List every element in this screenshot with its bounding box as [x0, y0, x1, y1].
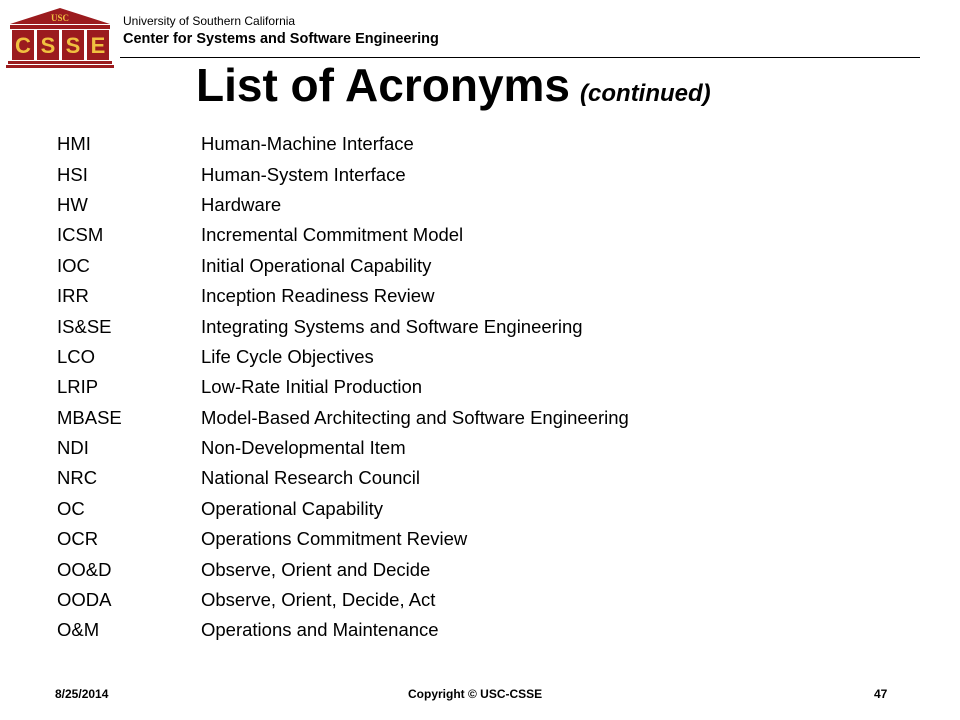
acronym-row: [57, 129, 629, 159]
acronym-abbr: O&M: [57, 619, 100, 641]
acronym-row: [57, 311, 629, 341]
logo-letter-4: E: [90, 33, 106, 58]
acronym-row: [57, 281, 629, 311]
acronym-row: [57, 494, 629, 524]
acronym-meaning: Life Cycle Objectives: [201, 345, 374, 367]
acronym-meaning: Model-Based Architecting and Software Engineering: [201, 406, 629, 428]
acronym-abbr: OODA: [57, 589, 112, 611]
acronym-meaning: Operational Capability: [201, 497, 384, 519]
acronym-abbr: LCO: [57, 345, 96, 367]
acronym-meaning: Operations and Maintenance: [201, 619, 439, 641]
acronym-abbr: NDI: [57, 437, 89, 459]
footer-copyright: Copyright © USC-CSSE: [408, 687, 543, 701]
acronym-row: [57, 524, 629, 554]
footer-date: 8/25/2014: [55, 687, 109, 701]
acronym-meaning: Integrating Systems and Software Engineering: [201, 315, 583, 337]
acronym-abbr: IOC: [57, 254, 90, 276]
acronym-meaning: Human-System Interface: [201, 163, 406, 185]
acronym-abbr: OCR: [57, 528, 99, 550]
organization-name: University of Southern California: [123, 14, 296, 28]
acronym-row: [57, 554, 629, 584]
center-name: Center for Systems and Software Engineering: [123, 31, 439, 47]
acronym-abbr: MBASE: [57, 406, 122, 428]
acronym-abbr: OO&D: [57, 558, 112, 580]
acronym-row: [57, 433, 629, 463]
acronym-abbr: OC: [57, 497, 85, 519]
footer-page-number: 47: [874, 687, 888, 701]
acronym-meaning: Inception Readiness Review: [201, 285, 435, 307]
acronym-row: [57, 615, 629, 645]
logo-letter-2: S: [40, 33, 56, 58]
acronym-abbr: HW: [57, 193, 88, 215]
acronym-row: [57, 251, 629, 281]
logo-letter-3: S: [65, 33, 81, 58]
acronym-row: [57, 463, 629, 493]
acronym-meaning: Initial Operational Capability: [201, 254, 432, 276]
acronym-row: [57, 220, 629, 250]
acronym-row: [57, 342, 629, 372]
usc-csse-logo: [4, 6, 116, 70]
acronym-meaning: National Research Council: [201, 467, 421, 489]
acronym-meaning: Incremental Commitment Model: [201, 224, 464, 246]
acronym-abbr: LRIP: [57, 376, 99, 398]
acronym-meaning: Observe, Orient, Decide, Act: [201, 589, 436, 611]
acronym-abbr: HMI: [57, 133, 91, 155]
logo-base-step-2: [6, 65, 114, 68]
acronym-abbr: IRR: [57, 285, 89, 307]
acronym-meaning: Human-Machine Interface: [201, 133, 414, 155]
acronym-abbr: IS&SE: [57, 315, 112, 337]
acronym-meaning: Operations Commitment Review: [201, 528, 468, 550]
acronym-meaning: Non-Developmental Item: [201, 437, 406, 459]
acronym-row: [57, 585, 629, 615]
logo-base-step-1: [8, 61, 112, 64]
logo-top-text: USC: [50, 13, 70, 23]
acronym-abbr: NRC: [57, 467, 98, 489]
acronym-meaning: Observe, Orient and Decide: [201, 558, 431, 580]
acronym-meaning: Low-Rate Initial Production: [201, 376, 423, 398]
acronym-abbr: ICSM: [57, 224, 104, 246]
acronym-row: [57, 372, 629, 402]
acronym-row: [57, 159, 629, 189]
acronym-abbr: HSI: [57, 163, 88, 185]
slide-title: [196, 58, 711, 121]
acronym-row: [57, 190, 629, 220]
acronym-meaning: Hardware: [201, 193, 282, 215]
slide-subtitle: (continued): [580, 80, 711, 107]
acronym-list: [57, 129, 629, 646]
acronym-row: [57, 403, 629, 433]
logo-letter-1: C: [15, 33, 31, 58]
logo-entablature: [10, 25, 110, 29]
slide-title-text: List of Acronyms: [196, 59, 571, 111]
